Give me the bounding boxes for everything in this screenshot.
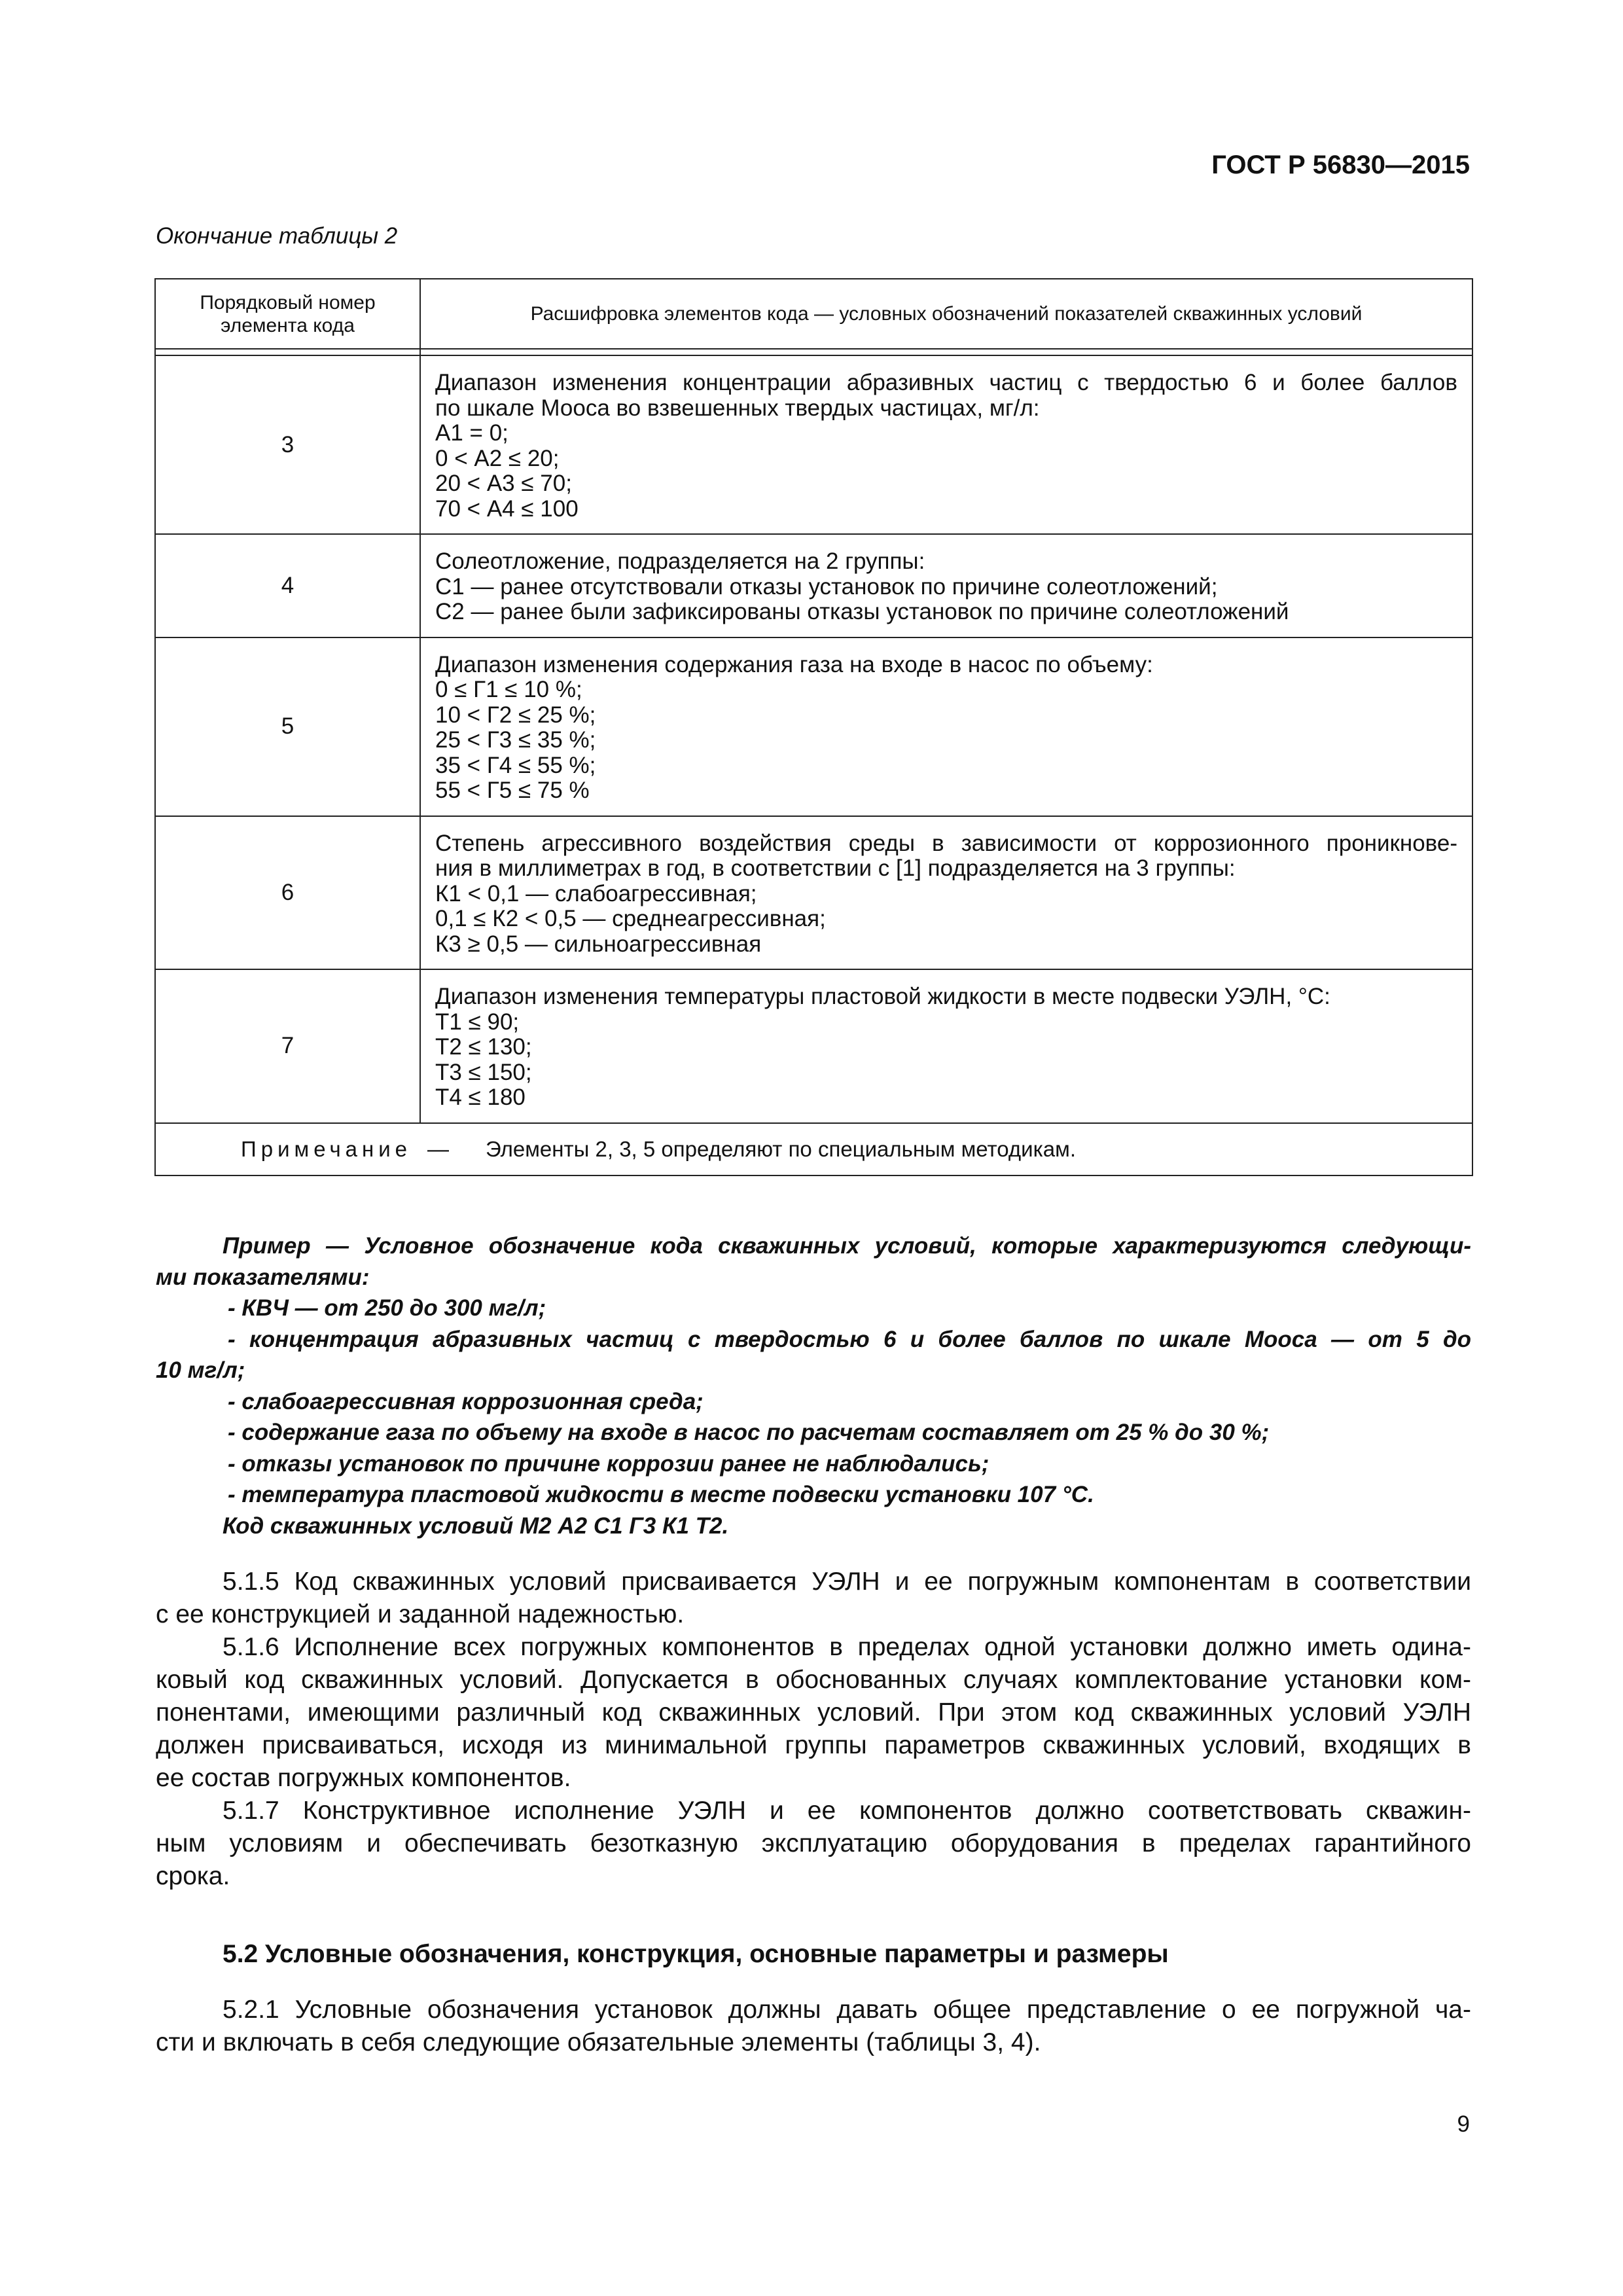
table-row [155,816,1472,970]
paragraph-line: 5.2.1 Условные обозначения установок должны давать общее представление о ее погружной ча- [223,1996,1471,2024]
element-number: 5 [155,637,420,816]
page-number: 9 [1457,2111,1470,2137]
section-heading-5-2: 5.2 Условные обозначения, конструкция, основные параметры и размеры [223,1940,1169,1968]
column-header-element-number [155,279,420,349]
description-line: Степень агрессивного воздействия среды в зависимости от коррозионного проникнове- [435,830,1457,856]
description-line: Солеотложение, подразделяется на 2 группы: [435,548,925,574]
note-text: Элементы 2, 3, 5 определяют по специальным методикам. [486,1136,1076,1161]
description-line: А1 = 0; [435,420,508,446]
element-description [420,816,1472,970]
element-description [420,355,1472,534]
description-line: Диапазон изменения концентрации абразивных частиц с твердостью 6 и более баллов [435,370,1457,395]
description-line: Т3 ≤ 150; [435,1059,532,1085]
example-line: - КВЧ — от 250 до 300 мг/л; [228,1295,546,1321]
element-description [420,637,1472,816]
description-line: Т2 ≤ 130; [435,1034,532,1060]
example-line: - слабоагрессивная коррозионная среда; [228,1388,704,1414]
paragraph-line: с ее конструкцией и заданной надежностью. [156,1600,685,1628]
paragraph-line: понентами, имеющими различный код скважинных условий. При этом код скважинных условий УЭЛН [156,1698,1471,1727]
header-separator-row [155,349,1472,355]
example-block [156,1230,1471,1541]
separator-cell [420,349,1472,355]
paragraph-5-2-1 [156,1994,1471,2059]
column-header-decoding: Расшифровка элементов кода — условных обозначений показателей скважинных условий [420,279,1472,349]
description-line: 0,1 ≤ К2 < 0,5 — среднеагрессивная; [435,906,826,931]
table-row [155,969,1472,1123]
example-line: Код скважинных условий М2 А2 С1 Г3 К1 Т2. [223,1513,729,1539]
element-number: 3 [155,355,420,534]
paragraph-5-1-6 [156,1631,1471,1795]
description-line: по шкале Мооса во взвешенных твердых частицах, мг/л: [435,395,1040,421]
description-line: 10 < Г2 ≤ 25 %; [435,702,596,728]
description-line: 25 < Г3 ≤ 35 %; [435,727,596,753]
element-description [420,969,1472,1123]
description-line: С2 — ранее были зафиксированы отказы установок по причине солеотложений [435,599,1289,624]
example-line: - концентрация абразивных частиц с твердостью 6 и более баллов по шкале Мооса — от 5 до [228,1326,1471,1352]
note-dash: — [427,1136,450,1161]
element-description [420,534,1472,637]
description-line: Т4 ≤ 180 [435,1085,526,1110]
description-line: 70 < А4 ≤ 100 [435,495,579,522]
paragraph-line: сти и включать в себя следующие обязательные элементы (таблицы 3, 4). [156,2028,1041,2056]
code-elements-table [154,278,1473,1176]
paragraph-line: 5.1.6 Исполнение всех погружных компонентов в пределах одной установки должно иметь одина- [223,1633,1471,1661]
column-header-line: Порядковый номер [200,291,376,314]
paragraph-line: ее состав погружных компонентов. [156,1764,571,1792]
example-line: 10 мг/л; [156,1357,245,1383]
description-line: К3 ≥ 0,5 — сильноагрессивная [435,931,762,957]
description-line: 20 < А3 ≤ 70; [435,471,572,496]
paragraph-5-1-7 [156,1795,1471,1893]
paragraph-line: 5.1.5 Код скважинных условий присваивается УЭЛН и ее погружным компонентам в соответствии [223,1568,1471,1596]
element-number: 6 [155,816,420,970]
example-line: - содержание газа по объему на входе в насос по расчетам составляет от 25 % до 30 %; [228,1420,1270,1445]
description-line: Диапазон изменения содержания газа на входе в насос по объему: [435,651,1153,677]
description-line: 55 < Г5 ≤ 75 % [435,778,590,803]
example-line: - отказы установок по причине коррозии ранее не наблюдались; [228,1450,990,1477]
example-line: ми показателями: [156,1264,370,1290]
description-line: Диапазон изменения температуры пластовой жидкости в месте подвески УЭЛН, °С: [435,984,1330,1009]
example-line: - температура пластовой жидкости в месте подвески установки 107 °С. [228,1482,1094,1507]
table-row [155,637,1472,816]
column-header-line: элемента кода [221,314,355,336]
description-line: 35 < Г4 ≤ 55 %; [435,752,596,778]
table-row [155,534,1472,637]
paragraph-line: 5.1.7 Конструктивное исполнение УЭЛН и ее компонентов должно соответствовать скважин- [223,1797,1471,1825]
note-label: Примечание [241,1136,412,1161]
paragraph-5-1-5 [156,1566,1471,1631]
description-line: К1 < 0,1 — слабоагрессивная; [435,880,757,906]
table-note-row [155,1123,1472,1175]
table-row [155,355,1472,534]
description-line: 0 < А2 ≤ 20; [435,445,560,471]
separator-cell [155,349,420,355]
description-line: 0 ≤ Г1 ≤ 10 %; [435,677,582,702]
table-caption: Окончание таблицы 2 [156,223,398,249]
element-number: 7 [155,969,420,1123]
body-text [156,1566,1471,1893]
paragraph-line: срока. [156,1862,230,1890]
paragraph-line: ковый код скважинных условий. Допускается в обоснованных случаях комплектование установки ком- [156,1666,1471,1694]
table-note [155,1123,1472,1175]
paragraph-line: должен присваиваться, исходя из минимальной группы параметров скважинных условий, входящих в [156,1731,1471,1759]
description-line: ния в миллиметрах в год, в соответствии с [1] подразделяется на 3 группы: [435,855,1236,881]
paragraph-line: ным условиям и обеспечивать безотказную эксплуатацию оборудования в пределах гарантийного [156,1829,1471,1857]
table-header-row [155,279,1472,349]
description-line: С1 — ранее отсутствовали отказы установок по причине солеотложений; [435,573,1218,600]
document-id: ГОСТ Р 56830—2015 [1211,151,1470,179]
description-line: Т1 ≤ 90; [435,1009,520,1035]
element-number: 4 [155,534,420,637]
example-line: Пример — Условное обозначение кода скважинных условий, которые характеризуются следующи- [223,1233,1471,1259]
